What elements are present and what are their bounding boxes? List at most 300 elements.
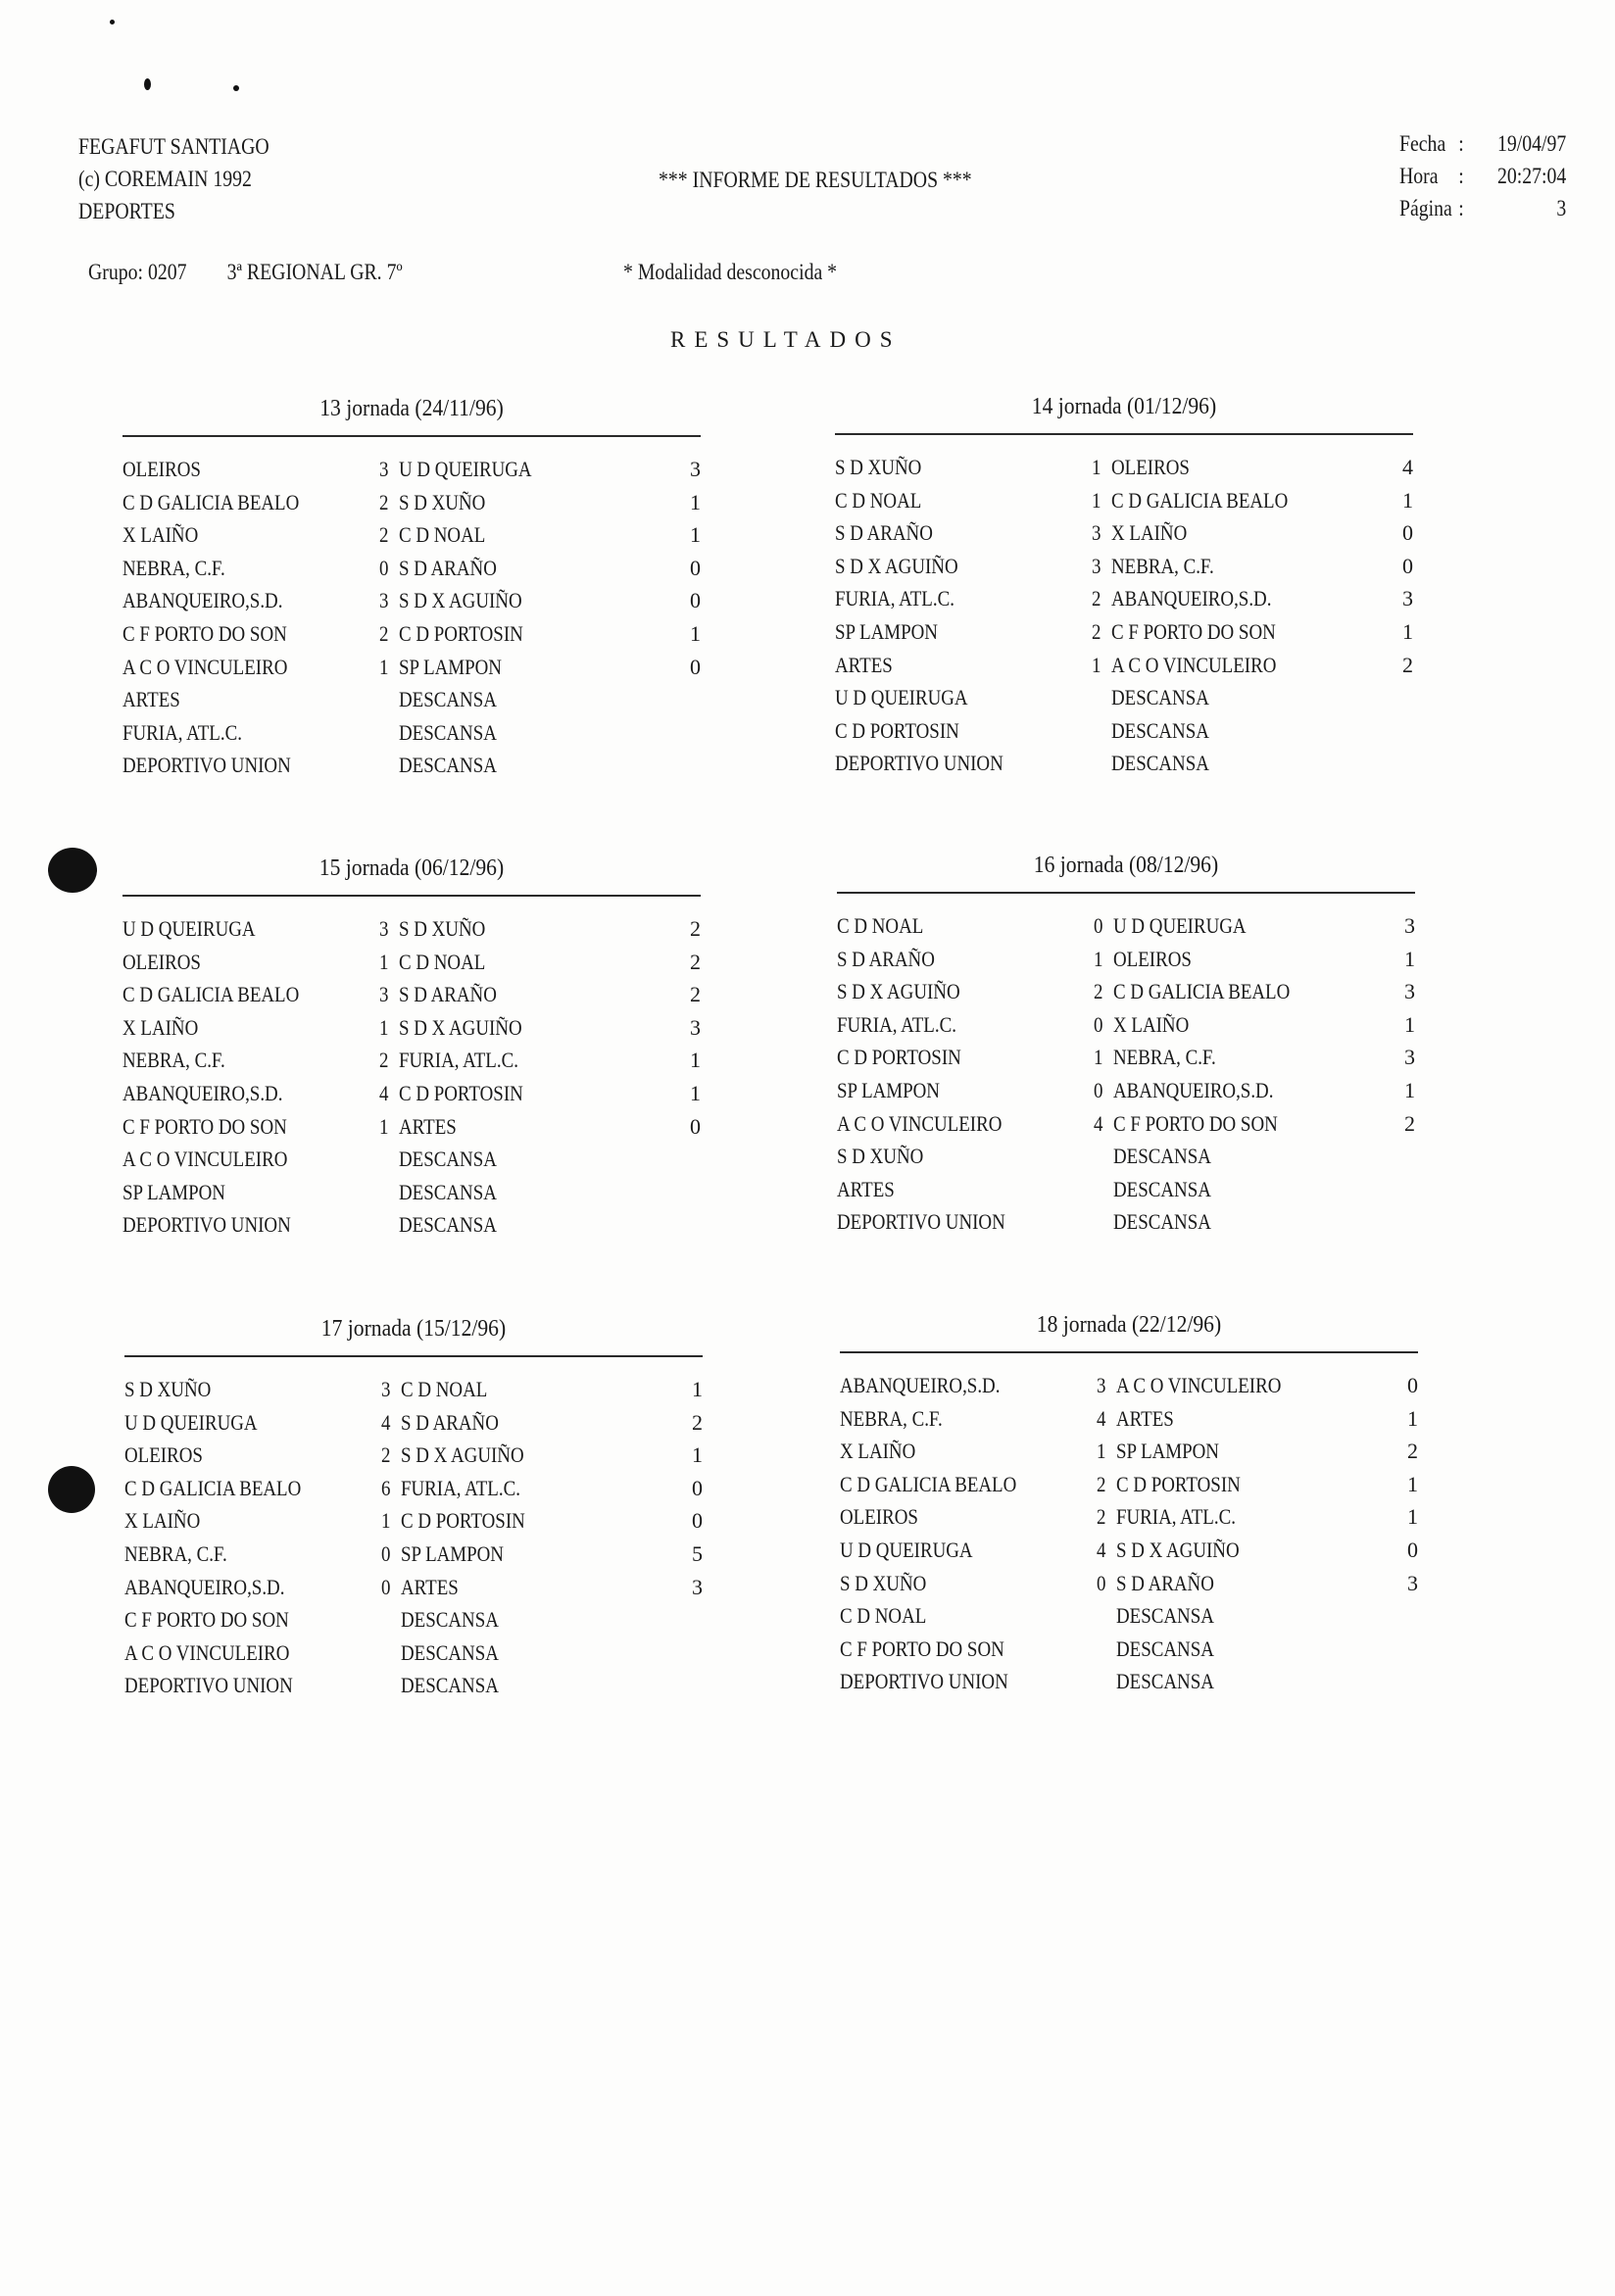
- home-goals: [379, 1176, 399, 1209]
- match-row: [840, 1435, 1418, 1468]
- away-goals: 2: [1407, 1439, 1418, 1464]
- away-team: DESCANSA: [1113, 1176, 1211, 1201]
- away-goals: [1395, 1205, 1415, 1239]
- home-goals: 0: [381, 1574, 391, 1599]
- away-team: C D GALICIA BEALO: [1111, 487, 1289, 513]
- away-goals: 3: [692, 1574, 703, 1599]
- home-team: ARTES: [122, 687, 180, 712]
- away-goals: 3: [1404, 1045, 1415, 1070]
- away-team: C D PORTOSIN: [399, 620, 523, 646]
- away-goals: 0: [690, 588, 701, 613]
- jornada-title: 16 jornada (08/12/96): [1033, 853, 1219, 878]
- home-team: C D GALICIA BEALO: [122, 982, 300, 1007]
- away-goals: [1398, 1633, 1418, 1666]
- away-goals: 5: [692, 1540, 703, 1566]
- match-row: [840, 1500, 1418, 1534]
- away-team: DESCANSA: [1111, 717, 1209, 743]
- away-team: C D GALICIA BEALO: [1113, 979, 1291, 1004]
- home-goals: [1094, 1140, 1113, 1173]
- home-goals: 1: [379, 1113, 389, 1139]
- away-team: DESCANSA: [401, 1673, 499, 1698]
- grupo-line: [88, 260, 438, 285]
- away-team: DESCANSA: [1113, 1209, 1211, 1235]
- home-team: NEBRA, C.F.: [122, 555, 225, 580]
- match-row: [835, 649, 1413, 682]
- home-goals: 3: [379, 457, 389, 481]
- match-row: [124, 1637, 703, 1670]
- match-row: [122, 978, 701, 1011]
- home-goals: 1: [381, 1508, 391, 1534]
- home-goals: 2: [379, 522, 389, 548]
- home-team: FURIA, ATL.C.: [122, 719, 242, 745]
- away-goals: 2: [690, 916, 701, 941]
- away-team: A C O VINCULEIRO: [1116, 1373, 1282, 1397]
- match-row: [837, 1074, 1415, 1107]
- match-row: [124, 1373, 703, 1406]
- home-team: C F PORTO DO SON: [122, 1113, 287, 1139]
- match-row: [837, 1173, 1415, 1206]
- home-team: NEBRA, C.F.: [122, 1048, 225, 1073]
- home-team: C F PORTO DO SON: [124, 1607, 289, 1633]
- away-goals: 1: [1404, 946, 1415, 971]
- home-team: DEPORTIVO UNION: [835, 751, 1003, 776]
- away-team: S D ARAÑO: [1116, 1570, 1214, 1595]
- jornada-17: [124, 1312, 703, 1702]
- away-team: DESCANSA: [399, 687, 497, 712]
- home-team: U D QUEIRUGA: [122, 916, 256, 941]
- away-team: A C O VINCULEIRO: [1111, 652, 1277, 677]
- home-goals: 1: [1092, 487, 1101, 513]
- home-goals: 4: [379, 1080, 389, 1105]
- grupo-category: 3ª REGIONAL GR. 7º: [226, 260, 403, 284]
- home-goals: 0: [379, 555, 389, 580]
- home-goals: 0: [1094, 1077, 1103, 1102]
- home-goals: 2: [379, 1048, 389, 1073]
- jornada-title: 13 jornada (24/11/96): [319, 396, 504, 421]
- away-goals: 1: [690, 522, 701, 548]
- home-goals: 4: [381, 1409, 391, 1435]
- away-team: DESCANSA: [399, 719, 497, 745]
- away-goals: 3: [1404, 913, 1415, 938]
- punch-hole-bottom: [48, 1466, 95, 1513]
- away-goals: 0: [690, 555, 701, 580]
- home-goals: 4: [1097, 1537, 1106, 1562]
- match-row: [122, 946, 701, 979]
- home-team: S D XUÑO: [124, 1377, 212, 1401]
- home-goals: [1094, 1205, 1113, 1239]
- home-team: DEPORTIVO UNION: [124, 1673, 293, 1698]
- away-team: U D QUEIRUGA: [399, 457, 532, 481]
- away-goals: [683, 1637, 703, 1670]
- match-row: [835, 615, 1413, 649]
- scan-speck: [233, 85, 239, 91]
- away-team: FURIA, ATL.C.: [1116, 1504, 1236, 1530]
- home-team: ABANQUEIRO,S.D.: [122, 588, 283, 613]
- jornada-title: 15 jornada (06/12/96): [318, 855, 505, 881]
- away-team: S D ARAÑO: [401, 1409, 499, 1435]
- home-goals: [1094, 1173, 1113, 1206]
- home-goals: 3: [1097, 1373, 1106, 1397]
- home-team: U D QUEIRUGA: [840, 1537, 973, 1562]
- away-team: S D ARAÑO: [399, 555, 497, 580]
- home-team: X LAIÑO: [124, 1508, 201, 1534]
- away-team: DESCANSA: [1116, 1636, 1214, 1661]
- away-goals: [681, 1208, 701, 1242]
- match-row: [837, 1140, 1415, 1173]
- home-team: X LAIÑO: [122, 1014, 199, 1040]
- pagina-label: Página: [1399, 196, 1452, 220]
- away-team: DESCANSA: [1113, 1144, 1211, 1169]
- home-goals: [1097, 1599, 1116, 1633]
- away-goals: 2: [690, 982, 701, 1007]
- home-team: S D ARAÑO: [837, 946, 935, 971]
- away-team: S D X AGUIÑO: [401, 1442, 524, 1468]
- away-goals: 1: [1402, 487, 1413, 513]
- home-goals: 0: [381, 1540, 391, 1566]
- match-row: [122, 486, 701, 519]
- match-row: [124, 1406, 703, 1440]
- home-goals: 2: [1092, 618, 1101, 644]
- home-team: U D QUEIRUGA: [835, 685, 968, 710]
- away-team: DESCANSA: [399, 1147, 497, 1172]
- home-team: ABANQUEIRO,S.D.: [840, 1373, 1001, 1397]
- match-row: [122, 1208, 701, 1242]
- away-team: C D NOAL: [399, 949, 486, 974]
- home-team: DEPORTIVO UNION: [837, 1209, 1005, 1235]
- home-team: ARTES: [835, 652, 893, 677]
- copyright: (c) COREMAIN 1992: [78, 167, 252, 191]
- match-row: [840, 1369, 1418, 1402]
- jornada-16: [837, 849, 1415, 1239]
- home-team: C D NOAL: [840, 1603, 927, 1629]
- away-goals: 3: [690, 457, 701, 481]
- home-goals: 3: [1092, 520, 1101, 546]
- away-team: SP LAMPON: [401, 1540, 504, 1566]
- home-team: C D GALICIA BEALO: [840, 1471, 1017, 1496]
- home-team: C D PORTOSIN: [837, 1045, 961, 1070]
- home-team: S D XUÑO: [835, 455, 922, 479]
- away-goals: [1398, 1599, 1418, 1633]
- org-block: [78, 130, 269, 227]
- home-team: C D GALICIA BEALO: [122, 489, 300, 514]
- away-team: ARTES: [399, 1113, 457, 1139]
- home-team: NEBRA, C.F.: [840, 1405, 943, 1431]
- away-goals: 2: [1402, 652, 1413, 677]
- away-goals: 3: [1402, 586, 1413, 611]
- home-goals: [381, 1637, 401, 1670]
- match-row: [124, 1472, 703, 1505]
- home-team: A C O VINCULEIRO: [122, 654, 288, 679]
- home-goals: 4: [1097, 1405, 1106, 1431]
- away-goals: 1: [692, 1377, 703, 1401]
- match-row: [122, 1011, 701, 1045]
- match-row: [122, 552, 701, 585]
- away-goals: [681, 1176, 701, 1209]
- home-goals: [379, 716, 399, 750]
- fecha-row: Fecha : 19/04/97: [1399, 127, 1566, 160]
- home-goals: 2: [379, 620, 389, 646]
- match-row: [124, 1603, 703, 1637]
- home-goals: [381, 1603, 401, 1637]
- home-goals: 1: [1092, 652, 1101, 677]
- away-goals: 0: [1402, 553, 1413, 578]
- away-goals: 0: [1407, 1373, 1418, 1397]
- away-team: OLEIROS: [1111, 455, 1190, 479]
- away-team: X LAIÑO: [1111, 520, 1188, 546]
- away-goals: [1394, 714, 1413, 748]
- away-team: NEBRA, C.F.: [1111, 553, 1214, 578]
- home-goals: 1: [1094, 946, 1103, 971]
- away-goals: [1394, 747, 1413, 780]
- home-goals: [1097, 1665, 1116, 1698]
- away-goals: [1395, 1173, 1415, 1206]
- match-row: [835, 451, 1413, 484]
- away-goals: [681, 683, 701, 716]
- home-team: SP LAMPON: [837, 1077, 940, 1102]
- home-team: DEPORTIVO UNION: [122, 753, 291, 778]
- divider: [837, 892, 1415, 894]
- away-team: S D XUÑO: [399, 489, 486, 514]
- home-team: X LAIÑO: [122, 522, 199, 548]
- match-row: [835, 681, 1413, 714]
- away-goals: 1: [1407, 1504, 1418, 1530]
- org-name: FEGAFUT SANTIAGO: [78, 134, 269, 159]
- home-goals: [1092, 681, 1111, 714]
- home-goals: 2: [379, 489, 389, 514]
- report-meta: [1399, 127, 1566, 224]
- away-goals: 0: [692, 1508, 703, 1534]
- home-team: S D ARAÑO: [835, 520, 933, 546]
- away-goals: 0: [690, 1113, 701, 1139]
- match-row: [122, 1044, 701, 1077]
- away-team: C D PORTOSIN: [401, 1508, 525, 1534]
- away-team: S D XUÑO: [399, 916, 486, 941]
- home-goals: 0: [1094, 1011, 1103, 1037]
- away-team: C D PORTOSIN: [399, 1080, 523, 1105]
- away-team: DESCANSA: [399, 1212, 497, 1238]
- home-goals: 1: [379, 1014, 389, 1040]
- away-goals: [683, 1603, 703, 1637]
- away-goals: 3: [690, 1014, 701, 1040]
- home-team: NEBRA, C.F.: [124, 1540, 227, 1566]
- home-team: ABANQUEIRO,S.D.: [122, 1080, 283, 1105]
- match-row: [835, 747, 1413, 780]
- home-goals: 1: [1092, 455, 1101, 479]
- match-row: [122, 1176, 701, 1209]
- away-goals: 1: [692, 1442, 703, 1468]
- home-goals: [1097, 1633, 1116, 1666]
- home-goals: 2: [1097, 1471, 1106, 1496]
- modalidad: * Modalidad desconocida *: [623, 260, 838, 284]
- home-goals: 3: [379, 588, 389, 613]
- match-row: [122, 749, 701, 782]
- home-goals: 2: [1092, 586, 1101, 611]
- home-team: C D PORTOSIN: [835, 717, 959, 743]
- home-team: C D GALICIA BEALO: [124, 1475, 302, 1500]
- match-row: [837, 1008, 1415, 1042]
- away-goals: [1398, 1665, 1418, 1698]
- home-team: C D NOAL: [837, 913, 924, 938]
- away-team: S D X AGUIÑO: [399, 588, 522, 613]
- home-goals: 2: [1097, 1504, 1106, 1530]
- match-row: [835, 714, 1413, 748]
- away-goals: 0: [692, 1475, 703, 1500]
- match-row: [837, 1205, 1415, 1239]
- home-team: S D XUÑO: [840, 1570, 927, 1595]
- away-team: DESCANSA: [1111, 751, 1209, 776]
- home-team: U D QUEIRUGA: [124, 1409, 258, 1435]
- away-goals: 3: [1407, 1570, 1418, 1595]
- home-goals: [1092, 747, 1111, 780]
- jornada-13: [122, 392, 701, 782]
- match-row: [837, 909, 1415, 943]
- away-goals: 2: [690, 949, 701, 974]
- away-goals: 1: [690, 1080, 701, 1105]
- home-goals: 2: [381, 1442, 391, 1468]
- away-goals: 2: [1404, 1110, 1415, 1136]
- away-team: ARTES: [1116, 1405, 1174, 1431]
- home-goals: 3: [379, 982, 389, 1007]
- match-row: [840, 1633, 1418, 1666]
- away-team: SP LAMPON: [1116, 1439, 1219, 1464]
- away-team: S D X AGUIÑO: [399, 1014, 522, 1040]
- away-team: DESCANSA: [1111, 685, 1209, 710]
- match-row: [122, 912, 701, 946]
- jornada-title: 14 jornada (01/12/96): [1031, 394, 1217, 419]
- divider: [835, 433, 1413, 435]
- divider: [124, 1355, 703, 1357]
- home-goals: 4: [1094, 1110, 1103, 1136]
- home-team: S D X AGUIÑO: [837, 979, 960, 1004]
- home-team: A C O VINCULEIRO: [124, 1639, 290, 1665]
- away-goals: 1: [1404, 1011, 1415, 1037]
- away-goals: [1395, 1140, 1415, 1173]
- department: DEPORTES: [78, 199, 175, 223]
- divider: [840, 1351, 1418, 1353]
- fecha-value: 19/04/97: [1496, 131, 1567, 156]
- home-team: A C O VINCULEIRO: [837, 1110, 1003, 1136]
- jornada-title: 18 jornada (22/12/96): [1036, 1312, 1222, 1338]
- home-team: S D XUÑO: [837, 1144, 924, 1169]
- home-goals: [381, 1669, 401, 1702]
- home-goals: [1092, 714, 1111, 748]
- home-team: SP LAMPON: [122, 1179, 225, 1204]
- match-row: [122, 1143, 701, 1176]
- home-goals: 0: [1094, 913, 1103, 938]
- match-row: [122, 716, 701, 750]
- home-team: OLEIROS: [124, 1442, 203, 1468]
- away-goals: 0: [1407, 1537, 1418, 1562]
- match-row: [840, 1534, 1418, 1567]
- report-title: *** INFORME DE RESULTADOS ***: [659, 168, 972, 192]
- fecha-label: Fecha: [1399, 131, 1446, 156]
- match-row: [124, 1571, 703, 1604]
- match-row: [837, 975, 1415, 1008]
- away-team: DESCANSA: [1116, 1669, 1214, 1694]
- away-goals: [683, 1669, 703, 1702]
- home-goals: 0: [1097, 1570, 1106, 1595]
- away-team: S D X AGUIÑO: [1116, 1537, 1240, 1562]
- away-team: FURIA, ATL.C.: [399, 1048, 518, 1073]
- away-goals: [1394, 681, 1413, 714]
- match-row: [840, 1599, 1418, 1633]
- away-goals: 2: [692, 1409, 703, 1435]
- home-team: C F PORTO DO SON: [122, 620, 287, 646]
- scan-speck: [110, 20, 115, 24]
- grupo-code: Grupo: 0207: [88, 260, 187, 284]
- home-team: FURIA, ATL.C.: [835, 586, 954, 611]
- away-team: C D NOAL: [401, 1377, 488, 1401]
- match-row: [122, 617, 701, 651]
- home-team: A C O VINCULEIRO: [122, 1147, 288, 1172]
- away-team: C D PORTOSIN: [1116, 1471, 1241, 1496]
- punch-hole-top: [48, 848, 97, 893]
- away-team: C D NOAL: [399, 522, 486, 548]
- home-goals: 3: [381, 1377, 391, 1401]
- away-goals: [681, 749, 701, 782]
- away-team: DESCANSA: [399, 1179, 497, 1204]
- away-team: DESCANSA: [401, 1639, 499, 1665]
- home-goals: [379, 749, 399, 782]
- home-goals: 2: [1094, 979, 1103, 1004]
- jornada-15: [122, 852, 701, 1242]
- hora-value: 20:27:04: [1496, 164, 1567, 188]
- away-team: S D ARAÑO: [399, 982, 497, 1007]
- home-team: SP LAMPON: [835, 618, 938, 644]
- match-row: [840, 1468, 1418, 1501]
- match-row: [122, 651, 701, 684]
- home-team: FURIA, ATL.C.: [837, 1011, 956, 1037]
- away-team: NEBRA, C.F.: [1113, 1045, 1216, 1070]
- away-goals: 4: [1402, 455, 1413, 479]
- home-team: OLEIROS: [840, 1504, 918, 1530]
- home-goals: [379, 683, 399, 716]
- home-team: OLEIROS: [122, 457, 201, 481]
- home-goals: [379, 1208, 399, 1242]
- match-row: [840, 1567, 1418, 1600]
- home-goals: 3: [1092, 553, 1101, 578]
- home-goals: 1: [1097, 1439, 1106, 1464]
- match-row: [840, 1665, 1418, 1698]
- jornada-title: 17 jornada (15/12/96): [320, 1316, 507, 1342]
- home-team: OLEIROS: [122, 949, 201, 974]
- hora-label: Hora: [1399, 164, 1439, 188]
- away-goals: 3: [1404, 979, 1415, 1004]
- home-goals: [379, 1143, 399, 1176]
- home-team: DEPORTIVO UNION: [840, 1669, 1008, 1694]
- away-goals: 0: [690, 654, 701, 679]
- match-row: [840, 1402, 1418, 1436]
- match-row: [124, 1504, 703, 1538]
- match-row: [124, 1439, 703, 1472]
- jornada-18: [840, 1308, 1418, 1698]
- away-team: ABANQUEIRO,S.D.: [1111, 586, 1272, 611]
- match-row: [835, 582, 1413, 615]
- home-goals: 1: [379, 949, 389, 974]
- home-team: DEPORTIVO UNION: [122, 1212, 291, 1238]
- away-team: OLEIROS: [1113, 946, 1192, 971]
- jornada-14: [835, 390, 1413, 780]
- away-team: DESCANSA: [399, 753, 497, 778]
- pagina-row: Página : 3: [1399, 192, 1566, 224]
- match-row: [837, 1041, 1415, 1074]
- away-team: ARTES: [401, 1574, 459, 1599]
- home-team: S D X AGUIÑO: [835, 553, 958, 578]
- divider: [122, 895, 701, 897]
- pagina-value: 3: [1556, 196, 1567, 220]
- home-goals: 1: [1094, 1045, 1103, 1070]
- match-row: [124, 1669, 703, 1702]
